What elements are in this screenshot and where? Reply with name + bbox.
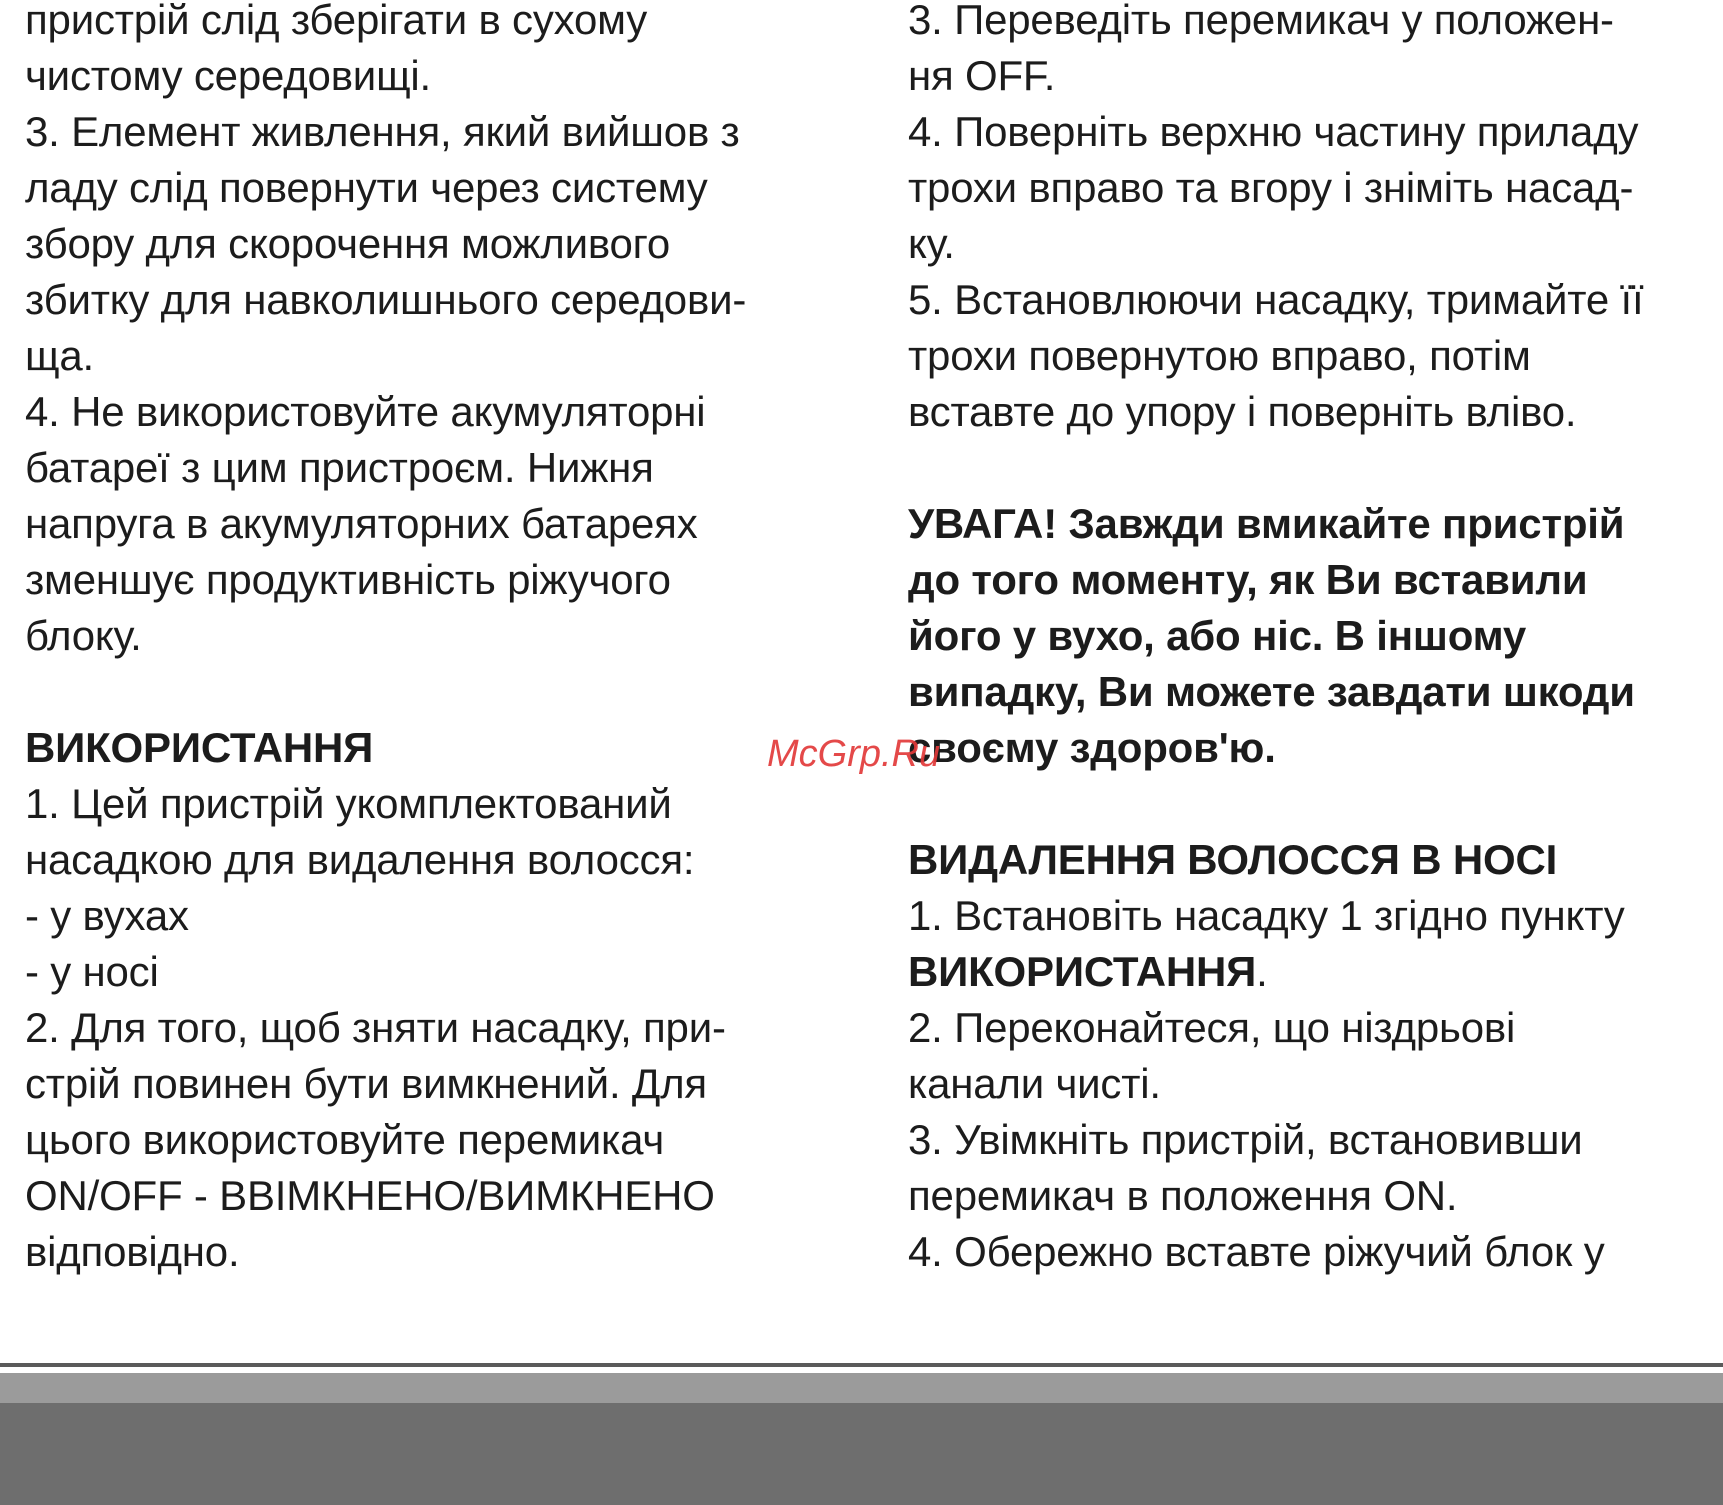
- text-line: 5. Встановлюючи насадку, тримайте її: [908, 276, 1644, 323]
- text-line: 3. Елемент живлення, який вийшов з: [25, 108, 740, 155]
- text-line: блоку.: [25, 612, 142, 659]
- text-line: стрій повинен бути вимкнений. Для: [25, 1060, 707, 1107]
- punctuation: .: [1256, 948, 1268, 995]
- warning-line: своєму здоров'ю.: [908, 724, 1276, 771]
- text-line: збитку для навколишнього середови-: [25, 276, 747, 323]
- text-line: [908, 944, 1708, 1000]
- text-line: батареї з цим пристроєм. Нижня: [25, 444, 654, 491]
- text-line: - у носі: [25, 948, 159, 995]
- text-line: ня OFF.: [908, 52, 1056, 99]
- warning-line: до того моменту, як Ви вставили: [908, 556, 1588, 603]
- text-line: цього використовуйте перемикач: [25, 1116, 665, 1163]
- section-heading-usage: ВИКОРИСТАННЯ: [25, 724, 374, 771]
- text-line: трохи вправо та вгору і зніміть насад-: [908, 164, 1634, 211]
- left-column: [25, 0, 825, 1280]
- right-column: [908, 0, 1708, 1280]
- text-line: чистому середовищі.: [25, 52, 432, 99]
- text-line: насадкою для видалення волосся:: [25, 836, 695, 883]
- warning-line: його у вухо, або ніс. В іншому: [908, 612, 1527, 659]
- text-line: 3. Увімкніть пристрій, встановивши: [908, 1116, 1583, 1163]
- text-line: відповідно.: [25, 1228, 240, 1275]
- text-line: - у вухах: [25, 892, 189, 939]
- text-line: 3. Переведіть перемикач у положен-: [908, 0, 1614, 43]
- text-line: ща.: [25, 332, 94, 379]
- text-line: канали чисті.: [908, 1060, 1161, 1107]
- text-line: напруга в акумуляторних батареях: [25, 500, 698, 547]
- footer-band-dark: [0, 1403, 1723, 1505]
- spacer: [908, 440, 1708, 496]
- text-line: 4. Обережно вставте ріжучий блок у: [908, 1228, 1605, 1275]
- spacer: [908, 776, 1708, 832]
- spacer: [25, 664, 825, 720]
- text-line: ладу слід повернути через систему: [25, 164, 708, 211]
- text-line: збору для скорочення можливого: [25, 220, 671, 267]
- warning-line: випадку, Ви можете завдати шкоди: [908, 668, 1635, 715]
- text-line: пристрій слід зберігати в сухому: [25, 0, 648, 43]
- warning-line: УВАГА! Завжди вмикайте пристрій: [908, 500, 1625, 547]
- text-line: 2. Переконайтеся, що ніздрьові: [908, 1004, 1516, 1051]
- watermark: McGrp.Ru: [767, 733, 941, 775]
- text-line: ку.: [908, 220, 955, 267]
- footer-band-light: [0, 1373, 1723, 1403]
- text-line: 2. Для того, щоб зняти насадку, при-: [25, 1004, 726, 1051]
- section-heading-nose: ВИДАЛЕННЯ ВОЛОССЯ В НОСІ: [908, 836, 1558, 883]
- text-line: 1. Встановіть насадку 1 згідно пункту: [908, 892, 1625, 939]
- usage-reference: ВИКОРИСТАННЯ: [908, 948, 1257, 995]
- text-line: перемикач в положення ON.: [908, 1172, 1458, 1219]
- text-line: ON/OFF - ВВІМКНЕНО/ВИМКНЕНО: [25, 1172, 715, 1219]
- text-line: зменшує продуктивність ріжучого: [25, 556, 671, 603]
- text-line: 1. Цей пристрій укомплектований: [25, 780, 672, 827]
- text-line: 4. Не використовуйте акумуляторні: [25, 388, 706, 435]
- text-line: 4. Поверніть верхню частину приладу: [908, 108, 1639, 155]
- text-line: вставте до упору і поверніть вліво.: [908, 388, 1577, 435]
- text-line: трохи повернутою вправо, потім: [908, 332, 1531, 379]
